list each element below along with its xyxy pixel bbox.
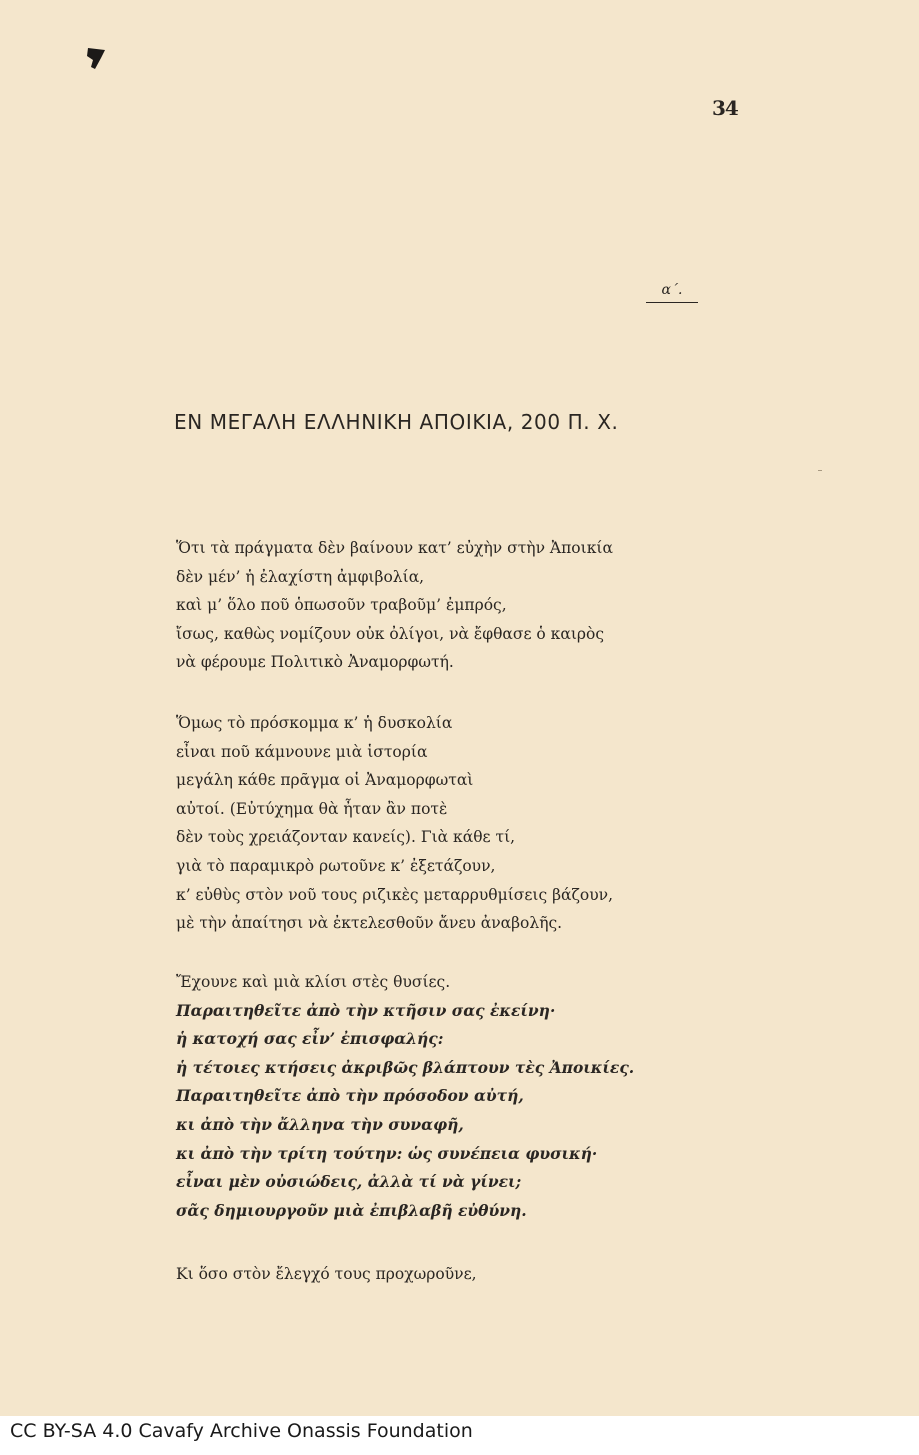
verse-line-emphasis: Παραιτηθεῖτε ἀπὸ τὴν κτῆσιν σας ἐκείνη· — [176, 1000, 556, 1020]
verse-line: κ’ εὐθὺς στὸν νοῦ τους ριζικὲς μεταρρυθμίσεις βάζουν, — [176, 885, 614, 904]
poem-title: ΕΝ ΜΕΓΑΛΗ ΕΛΛΗΝΙΚΗ ΑΠΟΙΚΙΑ, 200 Π. Χ. — [174, 410, 619, 434]
verse-line: μὲ τὴν ἀπαίτησι νὰ ἐκτελεσθοῦν ἄνευ ἀναβολῆς. — [176, 914, 563, 933]
section-marker: α΄. — [661, 282, 683, 298]
paper-speck — [818, 470, 822, 471]
verse-line: δὲν τοὺς χρειάζονταν κανείς). Γιὰ κάθε τί, — [176, 828, 516, 847]
verse-line: αὐτοί. (Εὐτύχημα θὰ ἦταν ἂν ποτὲ — [176, 799, 448, 818]
verse-line: γιὰ τὸ παραμικρὸ ρωτοῦνε κ’ ἐξετάζουν, — [176, 856, 496, 875]
verse-line-emphasis: κι ἀπὸ τὴν ἄλληνα τὴν συναφῆ, — [176, 1114, 464, 1134]
verse-line: δὲν μέν’ ἡ ἐλαχίστη ἀμφιβολία, — [176, 567, 425, 586]
verse-line: Ἔχουνε καὶ μιὰ κλίσι στὲς θυσίες. — [176, 973, 451, 991]
stanza-1 — [176, 534, 776, 677]
page-number: 34 — [712, 96, 738, 120]
verse-line-emphasis: Παραιτηθεῖτε ἀπὸ τὴν πρόσοδον αὐτή, — [176, 1086, 524, 1106]
license-caption: CC BY-SA 4.0 Cavafy Archive Onassis Foundation — [10, 1420, 473, 1442]
verse-line: εἶναι ποῦ κάμνουνε μιὰ ἱστορία — [176, 742, 428, 761]
verse-line: Ὅτι τὰ πράγματα δὲν βαίνουν κατ’ εὐχὴν στὴν Ἀποικία — [176, 539, 613, 557]
verse-line: ἴσως, καθὼς νομίζουν οὐκ ὀλίγοι, νὰ ἔφθασε ὁ καιρὸς — [176, 624, 605, 643]
verse-line: Ὅμως τὸ πρόσκομμα κ’ ἡ δυσκολία — [176, 714, 453, 732]
stanza-4 — [176, 1260, 776, 1289]
verse-line: καὶ μ’ ὅλο ποῦ ὁπωσοῦν τραβοῦμ’ ἐμπρός, — [176, 596, 507, 615]
verse-line: Κι ὅσο στὸν ἔλεγχό τους προχωροῦνε, — [176, 1265, 477, 1283]
verse-line-emphasis: ἡ τέτοιες κτήσεις ἀκριβῶς βλάπτουν τὲς Ἀποικίες. — [176, 1057, 635, 1077]
section-rule — [646, 302, 698, 303]
stanza-3 — [176, 968, 776, 1225]
verse-line: μεγάλη κάθε πρᾶγμα οἱ Ἀναμορφωταὶ — [176, 771, 474, 790]
verse-line-emphasis: σᾶς δημιουργοῦν μιὰ ἐπιβλαβῆ εὐθύνη. — [176, 1200, 527, 1220]
verse-line-emphasis: ἡ κατοχή σας εἶν’ ἐπισφαλής: — [176, 1029, 444, 1049]
verse-line: νὰ φέρουμε Πολιτικὸ Ἀναμορφωτή. — [176, 653, 454, 672]
ink-blot-mark — [86, 46, 106, 70]
verse-line-emphasis: εἶναι μὲν οὐσιώδεις, ἀλλὰ τί νὰ γίνει; — [176, 1172, 522, 1192]
stanza-2 — [176, 709, 776, 938]
verse-line-emphasis: κι ἀπὸ τὴν τρίτη τούτην: ὡς συνέπεια φυσική· — [176, 1143, 598, 1163]
